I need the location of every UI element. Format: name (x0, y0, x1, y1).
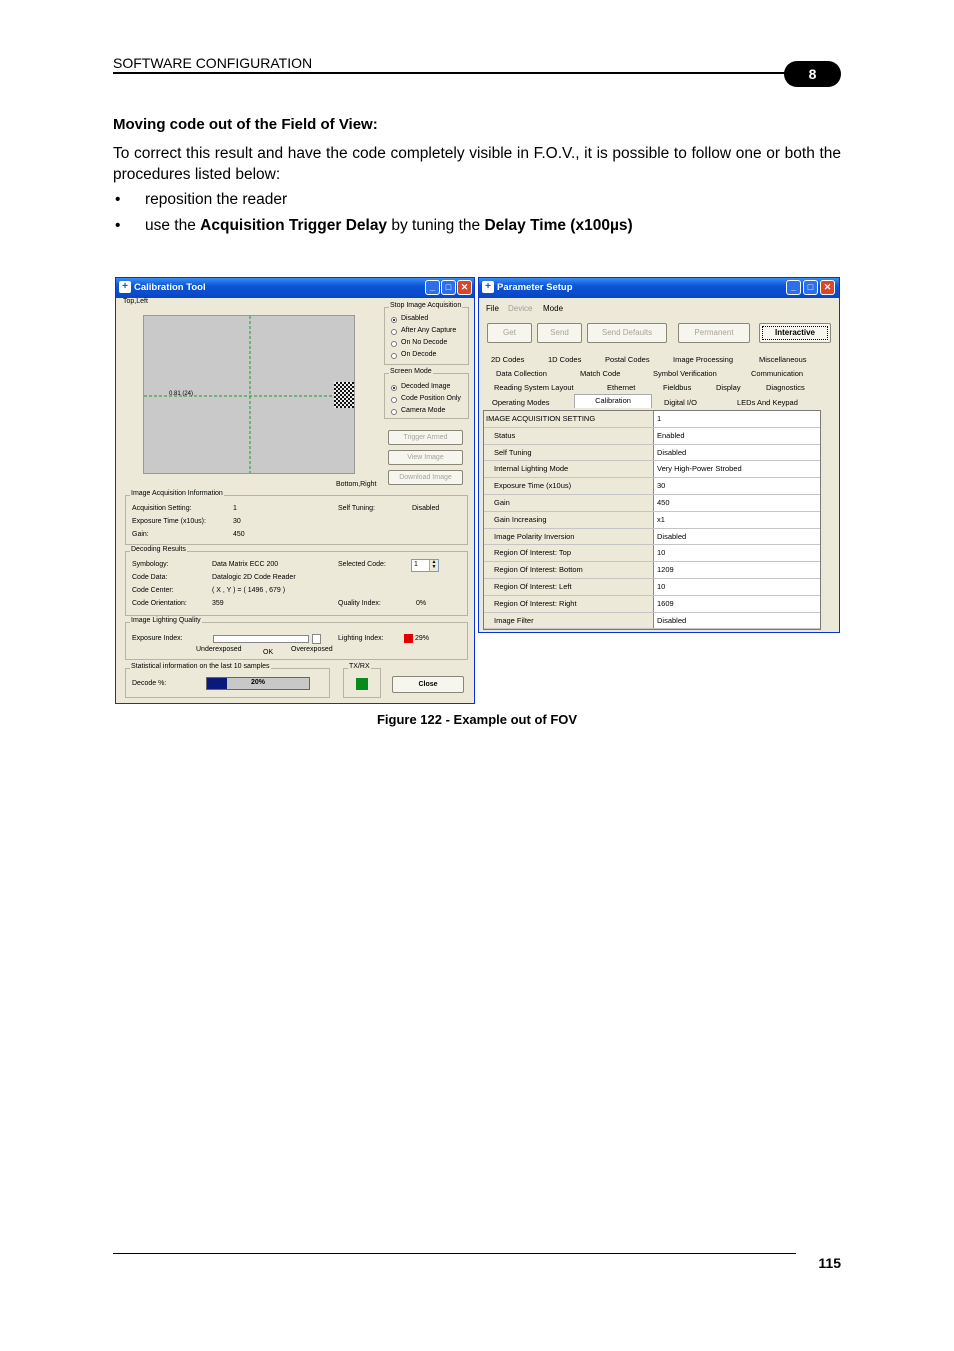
exposure-label: Exposure Time (x10us): (132, 518, 206, 525)
grid-value: x1 (657, 514, 665, 524)
bottom-right-label: Bottom,Right (336, 481, 377, 488)
underexposed-label: Underexposed (196, 646, 242, 653)
crosshair-label: 0.81 (24) (169, 391, 194, 397)
datamatrix-code (334, 382, 354, 408)
radio-on-decode[interactable] (391, 353, 397, 359)
maximize-icon[interactable]: □ (441, 280, 456, 295)
radio-decoded-image[interactable] (391, 385, 397, 391)
grid-row[interactable] (484, 495, 820, 512)
section-heading: Moving code out of the Field of View: (113, 116, 378, 133)
bullet-text (145, 217, 633, 235)
tab-1d-codes[interactable]: 1D Codes (548, 355, 582, 364)
lighting-index-label: Lighting Index: (338, 635, 384, 642)
grid-row[interactable] (484, 428, 820, 445)
symbology-label: Symbology: (132, 561, 169, 568)
self-tuning-value: Disabled (412, 505, 440, 512)
bullet-dot: • (115, 191, 121, 208)
grid-key: Region Of Interest: Left (484, 579, 654, 595)
grid-value: Very High-Power Strobed (657, 464, 742, 474)
grid-header-row[interactable] (484, 411, 820, 428)
radio-label: Decoded Image (401, 383, 451, 390)
calibration-titlebar (116, 278, 474, 298)
grid-row[interactable] (484, 545, 820, 562)
grid-key: Gain Increasing (484, 512, 654, 528)
grid-key: Gain (484, 495, 654, 511)
radio-label: On Decode (401, 351, 437, 358)
stop-acquisition-group (384, 302, 469, 365)
page-number: 115 (818, 1255, 841, 1271)
lighting-index-indicator (404, 634, 413, 643)
app-icon: + (482, 281, 494, 293)
tab-2d-codes[interactable]: 2D Codes (491, 355, 525, 364)
grid-value: 450 (657, 497, 670, 507)
tab-postal-codes[interactable]: Postal Codes (605, 355, 650, 364)
radio-after-any-capture[interactable] (391, 329, 397, 335)
bullet-text-pre: use the (145, 217, 201, 234)
grid-value: 10 (657, 581, 666, 591)
tab-data-collection[interactable]: Data Collection (496, 369, 547, 378)
acquisition-info-legend: Image Acquisition Information (131, 490, 223, 497)
parameter-titlebar (479, 278, 839, 298)
acq-setting-value: 1 (233, 505, 237, 512)
bullet-bold-acq-delay: Acquisition Trigger Delay (200, 217, 388, 234)
grid-value: 1609 (657, 598, 674, 608)
tab-calibration[interactable]: Calibration (574, 394, 652, 408)
exposure-value: 30 (233, 518, 241, 525)
screen-mode-group (384, 368, 469, 419)
radio-label: Code Position Only (401, 395, 461, 402)
grid-key: Internal Lighting Mode (484, 461, 654, 477)
minimize-icon[interactable]: _ (786, 280, 801, 295)
lighting-index-value: 29% (415, 635, 430, 642)
grid-value: 1209 (657, 565, 674, 575)
stop-acquisition-legend: Stop Image Acquisition (390, 302, 462, 309)
interactive-button[interactable]: Interactive (759, 323, 831, 343)
bullet-text-mid: by tuning the (387, 217, 485, 234)
statistics-group (125, 663, 330, 698)
grid-key: Image Filter (484, 613, 654, 629)
radio-label: After Any Capture (401, 327, 457, 334)
selected-code-value: 1 (414, 561, 418, 568)
tab-display[interactable]: Display (716, 383, 741, 392)
grid-row[interactable] (484, 512, 820, 529)
send-defaults-button[interactable]: Send Defaults (587, 323, 667, 343)
tab-communication[interactable]: Communication (751, 369, 804, 378)
grid-row[interactable] (484, 461, 820, 478)
code-data-value: Datalogic 2D Code Reader (212, 574, 296, 581)
code-orientation-label: Code Orientation: (132, 600, 187, 607)
grid-value: 30 (657, 481, 666, 491)
radio-label: On No Decode (401, 339, 448, 346)
screen-mode-legend: Screen Mode (390, 368, 432, 375)
bullet-text: reposition the reader (145, 191, 288, 208)
symbology-value: Data Matrix ECC 200 (212, 561, 279, 568)
lighting-quality-legend: Image Lighting Quality (131, 617, 201, 624)
decoding-results-legend: Decoding Results (131, 546, 186, 553)
gain-label: Gain: (132, 531, 149, 538)
radio-code-position-only[interactable] (391, 397, 397, 403)
menu-device[interactable]: Device (508, 304, 533, 313)
grid-row[interactable] (484, 529, 820, 546)
bullet-dot: • (115, 217, 121, 234)
decoding-results-group (125, 546, 468, 616)
grid-value: Disabled (657, 531, 687, 541)
app-icon: + (119, 281, 131, 293)
selected-code-label: Selected Code: (338, 561, 386, 568)
radio-on-no-decode[interactable] (391, 341, 397, 347)
overexposed-label: Overexposed (291, 646, 333, 653)
code-center-label: Code Center: (132, 587, 174, 594)
get-button[interactable]: Get (487, 323, 532, 343)
permanent-button[interactable]: Permanent (678, 323, 750, 343)
parameter-setup-window (478, 277, 840, 633)
code-orientation-value: 359 (212, 600, 224, 607)
close-icon[interactable]: ✕ (457, 280, 472, 295)
maximize-icon[interactable]: □ (803, 280, 818, 295)
exposure-index-label: Exposure Index: (132, 635, 183, 642)
radio-camera-mode[interactable] (391, 409, 397, 415)
acquisition-info-group (125, 490, 468, 545)
chapter-badge: 8 (784, 61, 841, 87)
parameter-grid (483, 410, 821, 630)
decode-percent-value: 20% (250, 679, 265, 686)
txrx-indicator (356, 678, 368, 690)
camera-image-view[interactable] (143, 315, 355, 474)
txrx-legend: TX/RX (349, 663, 370, 670)
grid-row[interactable] (484, 579, 820, 596)
lighting-quality-group (125, 617, 468, 660)
figure-caption: Figure 122 - Example out of FOV (376, 712, 578, 727)
grid-key: Region Of Interest: Right (484, 596, 654, 612)
ok-label: OK (263, 649, 274, 656)
view-image-button[interactable]: View Image (388, 450, 463, 465)
grid-value: Disabled (657, 447, 687, 457)
quality-index-label: Quality Index: (338, 600, 381, 607)
grid-header-key: IMAGE ACQUISITION SETTING (484, 411, 654, 427)
close-button[interactable]: Close (392, 676, 464, 693)
trigger-armed-button[interactable]: Trigger Armed (388, 430, 463, 445)
tab-ethernet[interactable]: Ethernet (607, 383, 636, 392)
grid-row[interactable] (484, 596, 820, 613)
grid-row[interactable] (484, 613, 820, 630)
grid-key: Region Of Interest: Top (484, 545, 654, 561)
selected-code-spinner[interactable] (411, 559, 439, 572)
decode-percent-label: Decode %: (132, 680, 167, 687)
tab-operating-modes[interactable]: Operating Modes (492, 398, 550, 407)
tab-image-processing[interactable]: Image Processing (673, 355, 734, 364)
quality-index-value: 0% (416, 600, 427, 607)
grid-value: Disabled (657, 615, 687, 625)
code-center-value: ( X , Y ) = ( 1496 , 679 ) (212, 587, 286, 594)
radio-label: Camera Mode (401, 407, 446, 414)
tab-fieldbus[interactable]: Fieldbus (663, 383, 692, 392)
tab-leds-and-keypad[interactable]: LEDs And Keypad (737, 398, 798, 407)
minimize-icon[interactable]: _ (425, 280, 440, 295)
exposure-slider-thumb[interactable] (312, 634, 321, 644)
top-left-label: Top,Left (123, 298, 148, 305)
send-button[interactable]: Send (537, 323, 582, 343)
section-header: SOFTWARE CONFIGURATION (113, 55, 313, 71)
statistics-legend: Statistical information on the last 10 samples (131, 663, 270, 670)
exposure-index-slider[interactable] (213, 635, 309, 643)
grid-key: Self Tuning (484, 445, 654, 461)
gain-value: 450 (233, 531, 245, 538)
header-rule (113, 72, 788, 74)
radio-disabled[interactable] (391, 317, 397, 323)
grid-row[interactable] (484, 445, 820, 462)
acq-setting-label: Acquisition Setting: (132, 505, 192, 512)
tab-symbol-verification[interactable]: Symbol Verification (653, 369, 717, 378)
tab-match-code[interactable]: Match Code (580, 369, 621, 378)
body-paragraph: To correct this result and have the code completely visible in F.O.V., it is possible to follow one or both the procedures listed below: (113, 145, 841, 183)
grid-value: 10 (657, 548, 666, 558)
tab-diagnostics[interactable]: Diagnostics (766, 383, 805, 392)
grid-key: Exposure Time (x10us) (484, 478, 654, 494)
txrx-group (343, 663, 381, 698)
menu-file[interactable]: File (486, 304, 499, 313)
parameter-title: Parameter Setup (497, 282, 573, 293)
code-data-label: Code Data: (132, 574, 168, 581)
tab-reading-system-layout[interactable]: Reading System Layout (494, 383, 574, 392)
close-icon[interactable]: ✕ (820, 280, 835, 295)
download-image-button[interactable]: Download Image (388, 470, 463, 485)
calibration-tool-window (115, 277, 475, 704)
footer-rule (113, 1253, 796, 1254)
decode-progress-bar (206, 677, 310, 690)
self-tuning-label: Self Tuning: (338, 505, 375, 512)
calibration-title: Calibration Tool (134, 282, 206, 293)
bullet-bold-delay-time: Delay Time (x100µs) (484, 217, 633, 234)
spinner-arrows-icon[interactable]: ▲ ▼ (429, 560, 438, 571)
grid-header-value: 1 (657, 414, 662, 423)
grid-key: Status (484, 428, 654, 444)
menu-mode[interactable]: Mode (543, 304, 564, 313)
radio-label: Disabled (401, 315, 429, 322)
grid-value: Enabled (657, 430, 685, 440)
grid-row[interactable] (484, 562, 820, 579)
tab-digital-io[interactable]: Digital I/O (664, 398, 697, 407)
grid-key: Region Of Interest: Bottom (484, 562, 654, 578)
grid-key: Image Polarity Inversion (484, 529, 654, 545)
tab-miscellaneous[interactable]: Miscellaneous (759, 355, 807, 364)
grid-row[interactable] (484, 478, 820, 495)
